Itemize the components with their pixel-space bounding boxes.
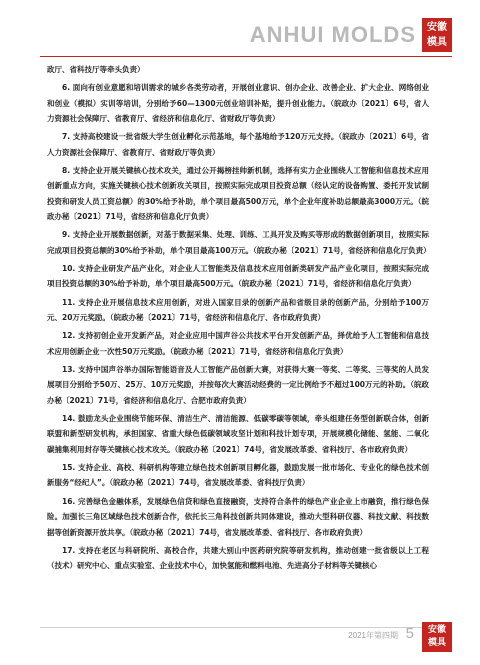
paragraph-item-14: 14. 鼓励龙头企业围绕节能环保、清洁生产、清洁能源、低碳零碳等领域，牵头组建任务型创新联合体，创新联盟和新型研发机构，承担国家、省重大绿色低碳领域攻坚计划和科技计划专项，开展规模化储能、氢能、二氧化碳捕集利用封存等关键核心技术攻关。（皖政办秘〔2021〕74号，省发展改革委、省科技厅、各市政府负责） [47,413,429,454]
paragraph-item-16: 16. 完善绿色金融体系，发展绿色信贷和绿色直接融资，支持符合条件的绿色产业企业上市融资，推行绿色保险。加强长三角区域绿色技术创新合作，依托长三角科技创新共同体建设，推动大型科研仪器、科技文献、科技数据等创新资源开放共享。（皖政办秘〔2021〕74号，省发展改革委、省科技厅、各市政府负责） [47,496,429,537]
page-number: 5 [405,625,414,642]
article-body [47,62,429,576]
paragraph-item-11: 11. 支持企业开展信息技术应用创新，对进入国家目录的创新产品和省级目录的创新产品，分别给予100万元、20万元奖励。（皖政办秘〔2021〕71号，省经济和信息化厅、各市政府负责） [47,297,429,323]
paragraph-item-12: 12. 支持初创企业开发新产品，对企业应用中国声谷公共技术平台开发创新产品，择优给予人工智能和信息技术应用创新企业一次性50万元奖励。（皖政办秘〔2021〕71号，省经济和信息化厅负责） [47,331,429,356]
magazine-badge [422,18,452,52]
badge-line-2: 模具 [427,37,447,48]
footer-badge-line-2: 模具 [427,638,446,648]
paragraph-item-6: 6. 面向有创业意愿和培训需求的城乡各类劳动者，开展创业意识、创办企业、改善企业、扩大企业、网络创业和创业（模拟）实训等培训，分别给予60—1300元创业培训补贴，提升创业能力。（皖政办〔2021〕6号，省人力资源社会保障厅、省教育厅、省经济和信息化厅、省财政厅等负责） [47,83,429,124]
paragraph-item-17: 17. 支持在老区与科研院所、高校合作，共建大别山中医药研究院等研发机构，推动创建一批省级以上工程（技术）研究中心、重点实验室、企业技术中心，加快氢能和燃料电池、先进高分子材料等关键核心 [47,545,429,571]
paragraph-item-9: 9. 支持企业开展数据创新，对基于数据采集、处理、训练、工具开发及购买等形成的数据创新项目，按照实际完成项目投资总额的30%给予补助，单个项目最高100万元。（皖政办秘〔2021〕71号，省经济和信息化厅负责） [47,230,431,255]
footer-divider [40,627,452,628]
paragraph-item-15: 15. 支持企业、高校、科研机构等建立绿色技术创新项目孵化器，鼓励发展一批市场化、专业化的绿色技术创新服务“经纪人”。（皖政办秘〔2021〕74号，省发展改革委、省科技厅负责） [47,462,429,488]
paragraph-item-10: 10. 支持企业研发产品产业化，对企业人工智能类及信息技术应用创新类研发产品产业化项目，按照实际完成项目投资总额的30%给予补助，单个项目最高500万元。（皖政办秘〔2021〕71号，省经济和信息化厅负责） [47,263,429,289]
header-divider [40,56,452,57]
footer-badge-line-1: 安徽 [427,625,446,635]
paragraph-continued: 政厅、省科技厅等牵头负责） [47,65,145,74]
footer-badge [422,622,452,652]
paragraph-item-7: 7. 支持高校建设一批省级大学生创业孵化示范基地，每个基地给予120万元支持。（皖政办〔2021〕6号，省人力资源社会保障厅、省教育厅、省财政厅等负责） [47,132,429,157]
issue-label: 2021年第四期 [348,631,398,640]
paragraph-item-8: 8. 支持企业开展关键核心技术攻关，通过公开揭榜挂帅新机制，选择有实力企业围绕人工智能和信息技术应用创新重点方向，实施关键核心技术创新攻关项目，按照实际完成项目投资总额（经认定的设备购置、委托开发试制投资和研发人员工资总额）的30%给予补助，单个项目最高500万元，单个企业年度补助总额最高3000万元。（皖政办秘〔2021〕71号，省经济和信息化厅负责） [47,165,429,222]
magazine-brand: ANHUI MOLDS [249,22,416,47]
masthead [0,0,480,58]
badge-line-1: 安徽 [427,22,447,33]
paragraph-item-13: 13. 支持中国声谷举办国际智能语音及人工智能产品创新大赛，对获得大赛一等奖、二等奖、三等奖的人员发展项目分别给予50万、25万、10万元奖励，并按每次大赛活动经费的一定比例给予不超过100万元的补助。（皖政办秘〔2021〕71号，省经济和信息化厅、合肥市政府负责） [47,364,429,405]
